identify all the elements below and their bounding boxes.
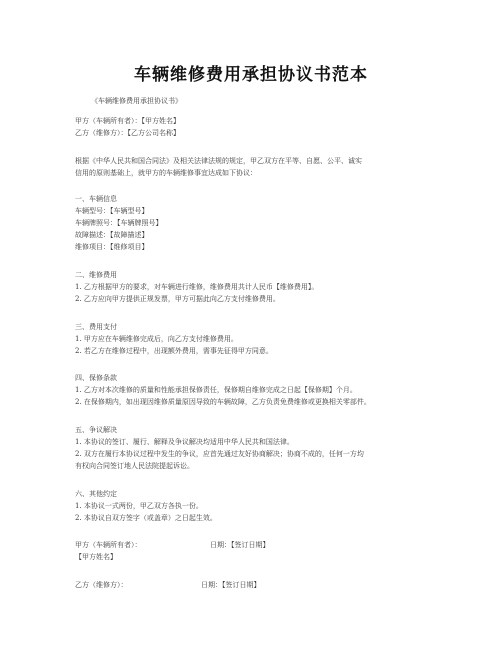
doc-title: 《车辆维修费用承担协议书》 bbox=[91, 97, 182, 105]
signature-party-b-label: 乙方（维修方）： bbox=[75, 581, 128, 589]
section-1-line: 维修项目：【维修项目】 bbox=[75, 243, 149, 251]
section-2-line: 1. 乙方根据甲方的要求，对车辆进行维修，维修费用共计人民币【维修费用】。 bbox=[75, 283, 319, 291]
section-1-line: 车辆型号：【车辆型号】 bbox=[75, 207, 149, 215]
section-5-line: 有权向合同签订地人民法院提起诉讼。 bbox=[75, 462, 194, 470]
section-6-line: 2. 本协议自双方签字（或盖章）之日起生效。 bbox=[75, 514, 217, 522]
section-3-line: 1. 甲方应在车辆维修完成后，向乙方支付维修费用。 bbox=[75, 335, 238, 343]
section-6-line: 1. 本协议一式两份，甲乙双方各执一份。 bbox=[75, 502, 203, 510]
section-4-line: 1. 乙方对本次维修的质量和性能承担保修责任，保修期自维修完成之日起【保修期】个月。 bbox=[75, 386, 357, 394]
signature-party-a-date: 日期：【签订日期】 bbox=[210, 541, 270, 549]
section-5-line: 2. 双方在履行本协议过程中发生的争议，应首先通过友好协商解决；协商不成的，任何一方均 bbox=[75, 450, 364, 458]
party-b-line: 乙方（维修方）：【乙方公司名称】 bbox=[75, 129, 180, 137]
page-title: 车辆维修费用承担协议书范本 bbox=[134, 65, 368, 85]
party-a-line: 甲方（车辆所有者）：【甲方姓名】 bbox=[75, 117, 180, 125]
section-5-line: 1. 本协议的签订、履行、解释及争议解决均适用中华人民共和国法律。 bbox=[75, 438, 294, 446]
section-3-line: 2. 若乙方在维修过程中，出现额外费用，需事先征得甲方同意。 bbox=[75, 347, 273, 355]
intro-line-2: 信用的原则基础上，就甲方的车辆维修事宜达成如下协议： bbox=[75, 169, 257, 177]
section-1-heading: 一、车辆信息 bbox=[75, 195, 117, 203]
section-1-line: 故障描述：【故障描述】 bbox=[75, 231, 149, 239]
section-2-line: 2. 乙方应向甲方提供正规发票，甲方可据此向乙方支付维修费用。 bbox=[75, 295, 280, 303]
section-4-line: 2. 在保修期内，如出现因维修质量原因导致的车辆故障，乙方负责免费维修或更换相关零部件。 bbox=[75, 398, 371, 406]
section-4-heading: 四、保修条款 bbox=[75, 374, 117, 382]
signature-party-a-name: 【甲方姓名】 bbox=[75, 553, 117, 561]
signature-party-a-label: 甲方（车辆所有者）： bbox=[75, 541, 142, 549]
section-3-heading: 三、费用支付 bbox=[75, 323, 117, 331]
section-1-line: 车辆牌照号：【车辆牌照号】 bbox=[75, 219, 163, 227]
section-5-heading: 五、争议解决 bbox=[75, 426, 117, 434]
section-2-heading: 二、维修费用 bbox=[75, 271, 117, 279]
signature-party-b-date: 日期：【签订日期】 bbox=[201, 581, 261, 589]
section-6-heading: 六、其他约定 bbox=[75, 490, 117, 498]
intro-line-1: 根据《中华人民共和国合同法》及相关法律法规的规定，甲乙双方在平等、自愿、公平、诚实 bbox=[75, 157, 362, 165]
